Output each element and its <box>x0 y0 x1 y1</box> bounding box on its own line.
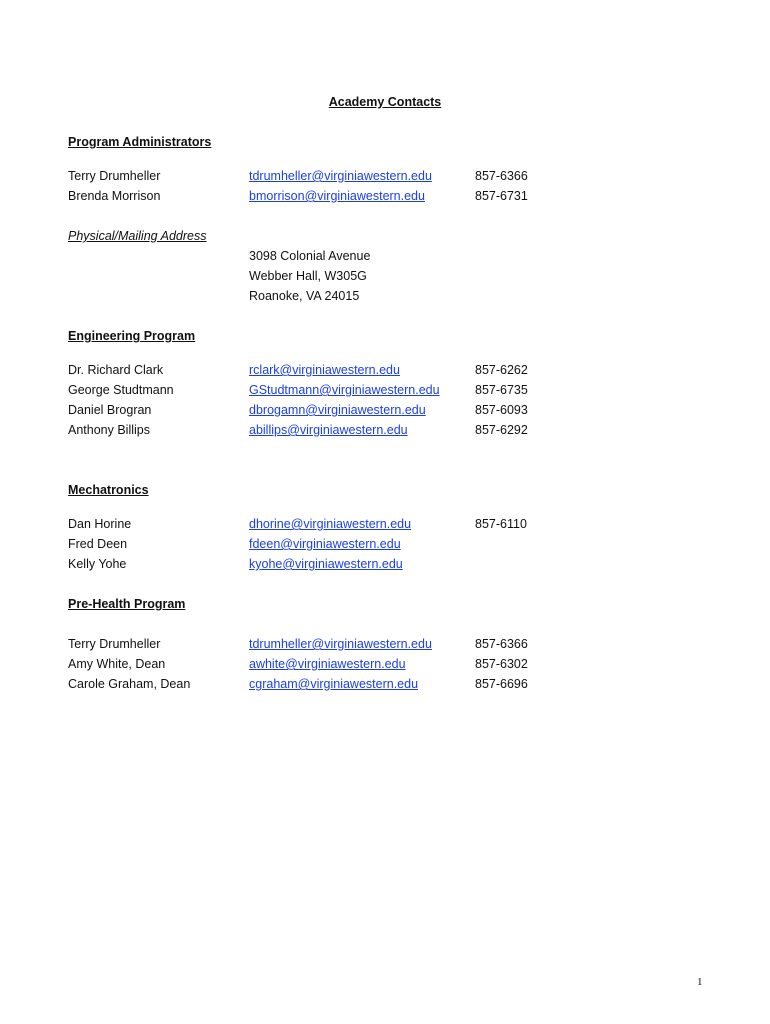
contact-name: Terry Drumheller <box>68 169 161 183</box>
section-heading-pre-health-program: Pre-Health Program <box>68 597 186 611</box>
contact-email-link[interactable]: awhite@virginiawestern.edu <box>249 657 406 671</box>
contact-email-link[interactable]: abillips@virginiawestern.edu <box>249 423 408 437</box>
contact-row <box>68 403 708 421</box>
contact-row <box>68 189 708 207</box>
contact-phone: 857-6731 <box>475 189 528 203</box>
contact-name: Anthony Billips <box>68 423 150 437</box>
contact-email-link[interactable]: dbrogamn@virginiawestern.edu <box>249 403 426 417</box>
contact-row <box>68 637 708 655</box>
contact-phone: 857-6292 <box>475 423 528 437</box>
section-heading-mechatronics: Mechatronics <box>68 483 149 497</box>
contact-row <box>68 423 708 441</box>
contact-email-link[interactable]: rclark@virginiawestern.edu <box>249 363 400 377</box>
address-line: Roanoke, VA 24015 <box>249 289 360 303</box>
contact-row <box>68 677 708 695</box>
contact-email-link[interactable]: tdrumheller@virginiawestern.edu <box>249 637 432 651</box>
contact-phone: 857-6110 <box>475 517 527 531</box>
contact-row <box>68 557 708 575</box>
contact-email-link[interactable]: fdeen@virginiawestern.edu <box>249 537 401 551</box>
contact-row <box>68 657 708 675</box>
contact-phone: 857-6262 <box>475 363 528 377</box>
contact-name: Brenda Morrison <box>68 189 161 203</box>
contact-row <box>68 363 708 381</box>
address-line: 3098 Colonial Avenue <box>249 249 371 263</box>
section-heading-program-administrators: Program Administrators <box>68 135 212 149</box>
contact-name: Daniel Brogran <box>68 403 152 417</box>
contact-name: Dr. Richard Clark <box>68 363 164 377</box>
contact-name: Dan Horine <box>68 517 132 531</box>
contact-name: Amy White, Dean <box>68 657 166 671</box>
contact-email-link[interactable]: kyohe@virginiawestern.edu <box>249 557 403 571</box>
contact-row <box>68 517 708 535</box>
contact-name: Terry Drumheller <box>68 637 161 651</box>
section-heading-engineering-program: Engineering Program <box>68 329 196 343</box>
contact-phone: 857-6302 <box>475 657 528 671</box>
address-line: Webber Hall, W305G <box>249 269 367 283</box>
section-heading-mailing-address: Physical/Mailing Address <box>68 229 207 243</box>
contact-phone: 857-6735 <box>475 383 528 397</box>
contact-name: Carole Graham, Dean <box>68 677 191 691</box>
contact-row <box>68 537 708 555</box>
document-title: Academy Contacts <box>328 95 442 109</box>
contact-phone: 857-6093 <box>475 403 528 417</box>
contact-phone: 857-6366 <box>475 637 528 651</box>
contact-email-link[interactable]: tdrumheller@virginiawestern.edu <box>249 169 432 183</box>
page-number: 1 <box>697 976 703 988</box>
contact-name: George Studtmann <box>68 383 174 397</box>
contact-name: Fred Deen <box>68 537 128 551</box>
contact-phone: 857-6366 <box>475 169 528 183</box>
contact-phone: 857-6696 <box>475 677 528 691</box>
contact-row <box>68 383 708 401</box>
contact-email-link[interactable]: GStudtmann@virginiawestern.edu <box>249 383 440 397</box>
contact-email-link[interactable]: dhorine@virginiawestern.edu <box>249 517 412 531</box>
contact-email-link[interactable]: bmorrison@virginiawestern.edu <box>249 189 425 203</box>
contact-row <box>68 169 708 187</box>
contact-email-link[interactable]: cgraham@virginiawestern.edu <box>249 677 419 691</box>
contact-name: Kelly Yohe <box>68 557 127 571</box>
